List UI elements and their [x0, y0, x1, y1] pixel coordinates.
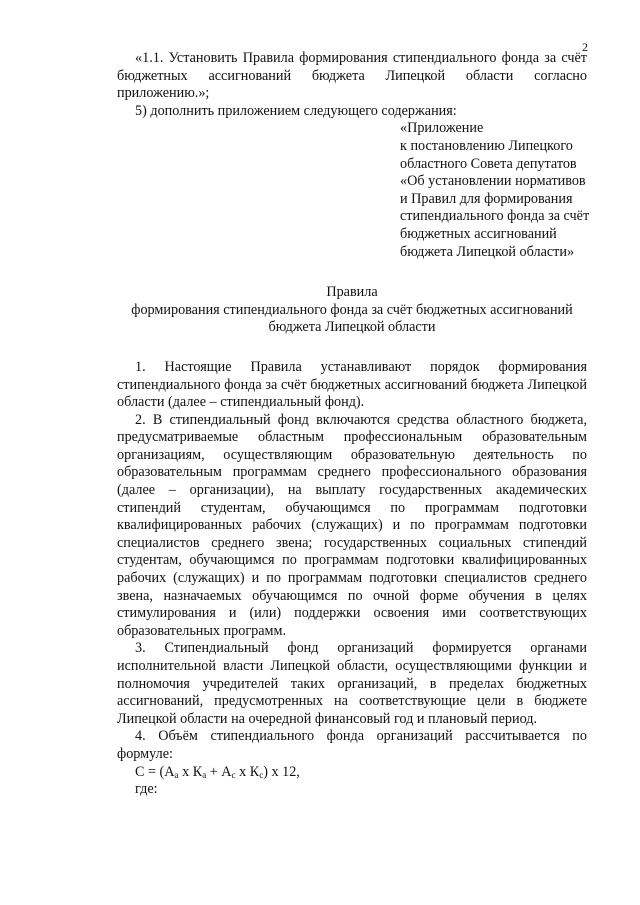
formula-plus: + А: [206, 763, 232, 780]
paragraph-3: 3. Стипендиальный фонд организаций формируется органами исполнительной власти Липецкой области, осуществляющими функции и полномочия учредителей таких организаций, в пределах бюджетных ассигнований, предусмотренных на соответствующие цели в бюджете Липецкой области на очередной финансовый год и плановый период.: [117, 640, 587, 727]
attachment-header: «Приложение к постановлению Липецкого областного Совета депутатов «Об установлении нормативов и Правил для формирования стипендиального фонда за счёт бюджетных ассигнований бюджета Липецкой области»: [400, 120, 590, 260]
page-number: 2: [582, 40, 588, 54]
formula-mul2: х К: [235, 763, 260, 780]
item-1-1: «1.1. Установить Правила формирования стипендиального фонда за счёт бюджетных ассигнований бюджета Липецкой области согласно приложению.»;: [117, 50, 587, 102]
rules-title-line2: формирования стипендиального фонда за счёт бюджетных ассигнований бюджета Липецкой области: [131, 301, 573, 336]
formula-sub-a2: а: [202, 769, 207, 780]
formula-mul1: х К: [178, 763, 203, 780]
paragraph-4: 4. Объём стипендиального фонда организаций рассчитывается по формуле:: [117, 728, 587, 762]
rules-title: [117, 284, 587, 337]
formula: [117, 764, 587, 782]
formula-sub-c1: с: [231, 769, 236, 780]
formula-tail: ) х 12,: [263, 763, 300, 780]
document-content: [117, 50, 590, 799]
paragraph-1: 1. Настоящие Правила устанавливают порядок формирования стипендиального фонда за счёт бюджетных ассигнований бюджета Липецкой области (далее – стипендиальный фонд).: [117, 358, 587, 411]
formula-sub-c2: с: [259, 769, 264, 780]
rules-title-line1: Правила: [326, 284, 378, 301]
item-5: 5) дополнить приложением следующего содержания:: [135, 102, 457, 119]
formula-lhs: С = (А: [135, 763, 175, 780]
paragraph-2: 2. В стипендиальный фонд включаются средства областного бюджета, предусматриваемые областным профессиональным образовательным организациям, осуществляющим образовательную деятельность по образовательным программам среднего профессионального образования (далее – организации), на выплату государственных академических стипендий студентам, обучающимся по программам подготовки квалифицированных рабочих (служащих) и по программам подготовки специалистов среднего звена; государственных социальных стипендий студентам, обучающимся по программам подготовки квалифицированных рабочих (служащих) и по программам подготовки специалистов среднего звена, назначаемых обучающимся по очной форме обучения в целях стимулирования и (или) поддержки освоения ими соответствующих образовательных программ.: [117, 411, 587, 639]
formula-sub-a1: а: [174, 769, 179, 780]
where-label: где:: [135, 781, 158, 798]
